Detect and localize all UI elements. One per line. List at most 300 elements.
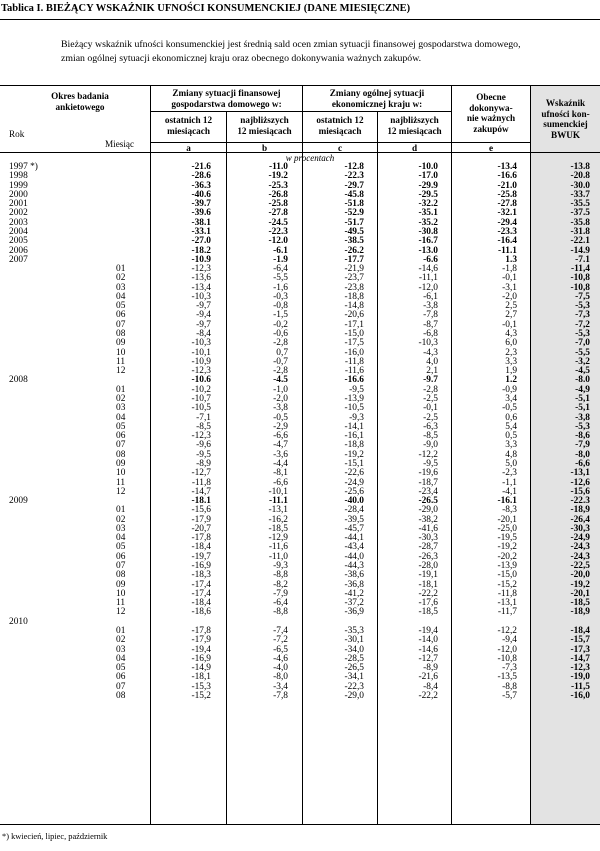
cell-d: -6,3 bbox=[423, 421, 438, 432]
row-month: 04 bbox=[116, 653, 126, 664]
cell-c: -15,0 bbox=[344, 329, 364, 340]
cell-e: 2,5 bbox=[505, 301, 517, 312]
cell-d: -21,6 bbox=[418, 672, 438, 683]
cell-e: -16.1 bbox=[497, 496, 517, 507]
row-month: 11 bbox=[116, 598, 126, 609]
cell-e: -2,3 bbox=[502, 468, 517, 479]
row-month: 04 bbox=[116, 533, 126, 544]
cell-a: -10,3 bbox=[191, 338, 211, 349]
cell-d: -29.5 bbox=[418, 189, 438, 200]
cell-b: -8,2 bbox=[273, 579, 288, 590]
row-month: 11 bbox=[116, 356, 126, 367]
cell-b: -11,0 bbox=[268, 551, 288, 562]
cell-w: -35.8 bbox=[570, 217, 590, 228]
cell-d: -12,2 bbox=[418, 449, 438, 460]
cell-w: -12,6 bbox=[570, 477, 590, 488]
cell-b: -4,0 bbox=[273, 663, 288, 674]
period-label-2: ankietowego bbox=[55, 101, 105, 112]
cell-c: -49.5 bbox=[344, 226, 364, 237]
cell-d: -26,3 bbox=[418, 551, 438, 562]
cell-a: -18.1 bbox=[191, 496, 211, 507]
cell-a: -18,4 bbox=[191, 598, 211, 609]
cell-b: -2,0 bbox=[273, 394, 288, 404]
cell-w: -19,0 bbox=[570, 672, 590, 683]
cell-c: -17.7 bbox=[344, 254, 364, 265]
cell-c: -11,8 bbox=[344, 356, 364, 367]
cell-d: -26.5 bbox=[418, 496, 438, 507]
cell-d: -18,7 bbox=[418, 477, 438, 488]
row-month: 03 bbox=[116, 403, 126, 414]
row-month: 07 bbox=[116, 561, 126, 572]
row-month: 12 bbox=[116, 366, 126, 377]
cell-e: -8,3 bbox=[502, 505, 517, 516]
cell-a: -18,3 bbox=[191, 570, 211, 581]
cell-w: -3,2 bbox=[575, 356, 590, 367]
cell-e: -0,1 bbox=[502, 319, 517, 330]
cell-c: -13,9 bbox=[344, 394, 364, 404]
row-month: 02 bbox=[116, 635, 126, 646]
cell-d: -41,6 bbox=[418, 523, 438, 534]
cell-e: -9,4 bbox=[502, 635, 517, 646]
cell-b: -12,9 bbox=[268, 533, 288, 544]
cell-e: -20,2 bbox=[497, 551, 517, 562]
cell-d: -19,4 bbox=[418, 626, 438, 636]
cell-d: -35.2 bbox=[418, 217, 438, 228]
cell-d: -9,5 bbox=[423, 458, 438, 469]
cell-c: -12.8 bbox=[344, 162, 364, 172]
row-year: 2003 bbox=[9, 217, 28, 228]
cell-a: -17,9 bbox=[191, 514, 211, 525]
cell-e: -5,7 bbox=[502, 690, 517, 701]
cell-c: -28,5 bbox=[344, 653, 364, 664]
cell-b: -8,1 bbox=[273, 468, 288, 479]
cell-e: -32.1 bbox=[497, 208, 517, 219]
cell-b: -9,3 bbox=[273, 561, 288, 572]
rok-label: Rok bbox=[9, 129, 25, 139]
row-year: 2001 bbox=[9, 199, 28, 210]
row-month: 08 bbox=[116, 449, 126, 460]
cell-c: -41,2 bbox=[344, 588, 364, 599]
cell-d: -22,2 bbox=[418, 690, 438, 701]
cell-d: -8,9 bbox=[423, 663, 438, 674]
cell-b: -13,1 bbox=[268, 505, 288, 516]
cell-a: -15,3 bbox=[191, 681, 211, 692]
cell-w: -18,4 bbox=[570, 626, 590, 636]
cell-a: -15,6 bbox=[191, 505, 211, 516]
cell-a: -14,9 bbox=[191, 663, 211, 674]
row-month: 01 bbox=[116, 264, 126, 275]
cell-b: -3,6 bbox=[273, 449, 288, 460]
cell-a: -15,2 bbox=[191, 690, 211, 701]
cell-c: -18,8 bbox=[344, 440, 364, 451]
cell-e: -11,7 bbox=[497, 607, 517, 618]
cell-e: -13.4 bbox=[497, 162, 517, 172]
cell-c: -26.2 bbox=[344, 245, 364, 256]
bwuk-line-1: Wskaźnik bbox=[545, 98, 586, 108]
col-e-line-3: nie ważnych bbox=[466, 113, 516, 123]
cell-e: 1.2 bbox=[505, 375, 517, 386]
group-c-line-2: ekonomicznej kraju w: bbox=[331, 98, 423, 109]
bwuk-line-2: ufności kon- bbox=[541, 108, 590, 119]
cell-w: -11,5 bbox=[570, 681, 590, 692]
cell-e: 6,0 bbox=[505, 338, 517, 349]
cell-c: -40.0 bbox=[344, 496, 364, 507]
cell-e: 5,4 bbox=[505, 421, 517, 432]
cell-a: -10,1 bbox=[191, 347, 211, 358]
cell-e: -0,9 bbox=[502, 384, 517, 395]
cell-w: -7,3 bbox=[575, 310, 590, 321]
cell-a: -18,1 bbox=[191, 672, 211, 683]
cell-b: -1,6 bbox=[273, 282, 288, 293]
cell-w: -24,3 bbox=[570, 542, 590, 553]
cell-a: -16,9 bbox=[191, 561, 211, 572]
cell-w: -8,6 bbox=[575, 431, 590, 442]
cell-a: -33.1 bbox=[191, 226, 211, 237]
row-year: 2008 bbox=[9, 375, 28, 386]
cell-c: -51.8 bbox=[344, 199, 364, 210]
cell-w: -19,2 bbox=[570, 579, 590, 590]
cell-b: -6,6 bbox=[273, 477, 288, 488]
cell-a: -38.1 bbox=[191, 217, 211, 228]
group-c-line-1: Zmiany ogólnej sytuacji bbox=[329, 88, 425, 98]
group-a-line-1: Zmiany sytuacji finansowej bbox=[172, 88, 281, 98]
cell-d: -22,2 bbox=[418, 588, 438, 599]
cell-e: 5,0 bbox=[505, 458, 517, 469]
row-month: 05 bbox=[116, 301, 126, 312]
cell-e: 1.3 bbox=[505, 254, 517, 265]
row-month: 09 bbox=[116, 338, 126, 349]
cell-c: -11,6 bbox=[344, 366, 364, 377]
cell-b: -4,7 bbox=[273, 440, 288, 451]
cell-a: -12,7 bbox=[191, 468, 211, 479]
cell-w: -26,4 bbox=[570, 514, 590, 525]
cell-d: -17,6 bbox=[418, 598, 438, 609]
col-a-line-1: ostatnich 12 bbox=[164, 115, 213, 125]
cell-c: -30,1 bbox=[344, 635, 364, 646]
cell-b: -0,2 bbox=[273, 319, 288, 330]
cell-c: -37,2 bbox=[344, 598, 364, 609]
cell-e: -3,1 bbox=[502, 282, 517, 293]
cell-b: -3,8 bbox=[273, 403, 288, 414]
cell-d: -12,0 bbox=[418, 282, 438, 293]
cell-d: -7,8 bbox=[423, 310, 438, 321]
cell-e: -16.6 bbox=[497, 171, 517, 182]
cell-c: -44,0 bbox=[344, 551, 364, 562]
cell-b: -1.9 bbox=[273, 254, 288, 265]
cell-a: -19,4 bbox=[191, 644, 211, 655]
row-month: 06 bbox=[116, 672, 126, 683]
cell-a: -10,5 bbox=[191, 403, 211, 414]
row-year: 2005 bbox=[9, 236, 28, 247]
cell-b: -16,2 bbox=[268, 514, 288, 525]
row-year: 2002 bbox=[9, 208, 28, 219]
cell-b: -6.1 bbox=[273, 245, 288, 256]
row-month: 09 bbox=[116, 458, 126, 469]
cell-d: 2,1 bbox=[426, 366, 438, 377]
cell-e: -25.8 bbox=[497, 189, 517, 200]
row-year: 2000 bbox=[9, 189, 28, 200]
cell-w: -5,3 bbox=[575, 421, 590, 432]
row-month: 12 bbox=[116, 607, 126, 618]
cell-w: -33.7 bbox=[570, 189, 590, 200]
footnote: *) kwiecień, lipiec, październik bbox=[2, 832, 108, 841]
row-month: 03 bbox=[116, 523, 126, 534]
cell-b: -2,8 bbox=[273, 366, 288, 377]
cell-e: -1,1 bbox=[502, 477, 517, 488]
cell-w: -24,3 bbox=[570, 551, 590, 562]
cell-e: -27.8 bbox=[497, 199, 517, 210]
row-month: 10 bbox=[116, 347, 126, 358]
cell-d: -2,5 bbox=[423, 412, 438, 423]
cell-b: 0,7 bbox=[276, 347, 288, 358]
cell-a: -11,8 bbox=[191, 477, 211, 488]
cell-e: -7,3 bbox=[502, 663, 517, 674]
row-month: 03 bbox=[116, 282, 126, 293]
cell-w: -16,0 bbox=[570, 690, 590, 701]
cell-e: -13,1 bbox=[497, 598, 517, 609]
cell-b: -8,8 bbox=[273, 570, 288, 581]
row-year: 2010 bbox=[9, 616, 28, 627]
cell-w: -7.1 bbox=[575, 254, 590, 265]
cell-c: -39,5 bbox=[344, 514, 364, 525]
row-month: 12 bbox=[116, 486, 126, 497]
cell-w: -13,1 bbox=[570, 468, 590, 479]
cell-c: -36,8 bbox=[344, 579, 364, 590]
cell-e: 2,3 bbox=[505, 347, 517, 358]
intro-line-1: Bieżący wskaźnik ufności konsumenckiej jest średnią sald ocen zmian sytuacji finansowej gospodarstwa domowego, bbox=[61, 39, 521, 50]
cell-b: -25.3 bbox=[268, 180, 288, 191]
cell-w: -5,1 bbox=[575, 403, 590, 414]
bwuk-line-4: BWUK bbox=[550, 129, 581, 140]
cell-c: -21,9 bbox=[344, 264, 364, 275]
row-month: 07 bbox=[116, 440, 126, 451]
cell-e: -4,1 bbox=[502, 486, 517, 497]
cell-w: -8,0 bbox=[575, 449, 590, 460]
cell-c: -22,6 bbox=[344, 468, 364, 479]
cell-w: -7,9 bbox=[575, 440, 590, 451]
cell-c: -45.8 bbox=[344, 189, 364, 200]
row-month: 05 bbox=[116, 542, 126, 553]
cell-d: -28,7 bbox=[418, 542, 438, 553]
cell-d: -14,6 bbox=[418, 264, 438, 275]
cell-e: -15,2 bbox=[497, 579, 517, 590]
cell-a: -10,7 bbox=[191, 394, 211, 404]
row-year: 1999 bbox=[9, 180, 28, 191]
cell-w: -7,5 bbox=[575, 291, 590, 302]
unit-label: w procentach bbox=[285, 153, 335, 163]
row-month: 11 bbox=[116, 477, 126, 488]
cell-b: -8,8 bbox=[273, 607, 288, 618]
cell-e: -11,8 bbox=[497, 588, 517, 599]
cell-b: -11.0 bbox=[268, 162, 288, 172]
row-month: 06 bbox=[116, 310, 126, 321]
cell-e: -20,1 bbox=[497, 514, 517, 525]
cell-b: -1,5 bbox=[273, 310, 288, 321]
cell-a: -28.6 bbox=[191, 171, 211, 182]
cell-a: -7,1 bbox=[196, 412, 211, 423]
cell-d: -18,1 bbox=[418, 579, 438, 590]
cell-w: -15,7 bbox=[570, 635, 590, 646]
cell-e: 2,7 bbox=[505, 310, 517, 321]
cell-b: -12.0 bbox=[268, 236, 288, 247]
cell-d: -6,8 bbox=[423, 329, 438, 340]
cell-b: -27.8 bbox=[268, 208, 288, 219]
cell-w: -14.9 bbox=[570, 245, 590, 256]
letter-e: e bbox=[488, 143, 494, 153]
table-row bbox=[0, 608, 600, 617]
row-month: 08 bbox=[116, 570, 126, 581]
cell-d: -38,2 bbox=[418, 514, 438, 525]
cell-e: -8,8 bbox=[502, 681, 517, 692]
cell-d: -28,0 bbox=[418, 561, 438, 572]
cell-a: -10.6 bbox=[191, 375, 211, 386]
cell-d: -10,3 bbox=[418, 338, 438, 349]
cell-c: -43,4 bbox=[344, 542, 364, 553]
row-month: 01 bbox=[116, 626, 126, 636]
cell-b: -26.8 bbox=[268, 189, 288, 200]
cell-d: -23,4 bbox=[418, 486, 438, 497]
cell-c: -18,8 bbox=[344, 291, 364, 302]
cell-w: -18,5 bbox=[570, 598, 590, 609]
cell-w: -13.8 bbox=[570, 162, 590, 172]
col-e-line-4: zakupów bbox=[473, 123, 509, 134]
cell-d: -2,8 bbox=[423, 384, 438, 395]
cell-b: -25.8 bbox=[268, 199, 288, 210]
cell-a: -27.0 bbox=[191, 236, 211, 247]
cell-w: -8.0 bbox=[575, 375, 590, 386]
cell-e: 0,5 bbox=[505, 431, 517, 442]
table-title-text: Tablica I. BIEŻĄCY WSKAŹNIK UFNOŚCI KONSUMENCKIEJ (DANE MIESIĘCZNE) bbox=[1, 3, 411, 14]
cell-a: -17,8 bbox=[191, 533, 211, 544]
row-year: 1997 *) bbox=[9, 162, 38, 172]
row-month: 01 bbox=[116, 505, 126, 516]
cell-e: 0,6 bbox=[505, 412, 517, 423]
cell-e: 3,4 bbox=[505, 394, 517, 404]
cell-d: 4,0 bbox=[426, 356, 438, 367]
cell-b: -7,8 bbox=[273, 690, 288, 701]
cell-a: -9,5 bbox=[196, 449, 211, 460]
col-d-line-1: najbliższych bbox=[390, 115, 439, 125]
cell-e: -13,9 bbox=[497, 561, 517, 572]
cell-e: -16.4 bbox=[497, 236, 517, 247]
cell-d: -32.2 bbox=[418, 199, 438, 210]
cell-a: -18,6 bbox=[191, 607, 211, 618]
cell-c: -45,7 bbox=[344, 523, 364, 534]
cell-e: -12,0 bbox=[497, 644, 517, 655]
cell-e: 3,3 bbox=[505, 440, 517, 451]
cell-a: -17,4 bbox=[191, 588, 211, 599]
col-b-line-2: 12 miesiącach bbox=[237, 125, 292, 136]
letter-d: d bbox=[411, 143, 418, 153]
cell-b: -0,3 bbox=[273, 291, 288, 302]
cell-a: -18,4 bbox=[191, 542, 211, 553]
cell-w: -4,9 bbox=[575, 384, 590, 395]
col-c-line-1: ostatnich 12 bbox=[316, 115, 364, 125]
cell-w: -22,5 bbox=[570, 561, 590, 572]
cell-b: -2,8 bbox=[273, 338, 288, 349]
cell-w: -24,9 bbox=[570, 533, 590, 544]
cell-d: -8,4 bbox=[423, 681, 438, 692]
cell-c: -9,5 bbox=[349, 384, 364, 395]
cell-a: -9,4 bbox=[196, 310, 211, 321]
cell-d: -30,3 bbox=[418, 533, 438, 544]
row-month: 10 bbox=[116, 468, 126, 479]
cell-d: -8,5 bbox=[423, 431, 438, 442]
cell-a: -39.6 bbox=[191, 208, 211, 219]
group-a-line-2: gospodarstwa domowego w: bbox=[171, 98, 282, 109]
cell-a: -20,7 bbox=[191, 523, 211, 534]
cell-d: -35.1 bbox=[418, 208, 438, 219]
cell-c: -23,8 bbox=[344, 282, 364, 293]
row-month: 02 bbox=[116, 514, 126, 525]
cell-c: -15,1 bbox=[344, 458, 364, 469]
cell-c: -24,9 bbox=[344, 477, 364, 488]
cell-d: -9,0 bbox=[423, 440, 438, 451]
cell-c: -38.5 bbox=[344, 236, 364, 247]
cell-c: -35,3 bbox=[344, 626, 364, 636]
cell-c: -44,1 bbox=[344, 533, 364, 544]
cell-d: -29.9 bbox=[418, 180, 438, 191]
row-month: 05 bbox=[116, 421, 126, 432]
row-year: 2007 bbox=[9, 254, 28, 265]
cell-c: -52.9 bbox=[344, 208, 364, 219]
cell-w: -31.8 bbox=[570, 226, 590, 237]
cell-c: -16,0 bbox=[344, 347, 364, 358]
cell-c: -23,7 bbox=[344, 273, 364, 284]
cell-c: -38,6 bbox=[344, 570, 364, 581]
cell-c: -9,3 bbox=[349, 412, 364, 423]
cell-a: -14,7 bbox=[191, 486, 211, 497]
col-b-line-1: najbliższych bbox=[240, 115, 289, 125]
cell-d: -13.0 bbox=[418, 245, 438, 256]
row-month: 08 bbox=[116, 690, 126, 701]
row-month: 06 bbox=[116, 551, 126, 562]
cell-e: -23.3 bbox=[497, 226, 517, 237]
cell-w: -12,3 bbox=[570, 663, 590, 674]
cell-e: -0,1 bbox=[502, 273, 517, 284]
cell-d: -12,7 bbox=[418, 653, 438, 664]
cell-c: -34,0 bbox=[344, 644, 364, 655]
cell-d: -2,5 bbox=[423, 394, 438, 404]
cell-a: -13,6 bbox=[191, 273, 211, 284]
cell-c: -29.7 bbox=[344, 180, 364, 191]
cell-b: -11.1 bbox=[268, 496, 288, 507]
cell-e: -1,8 bbox=[502, 264, 517, 275]
cell-d: -11,1 bbox=[418, 273, 438, 284]
cell-a: -12,3 bbox=[191, 366, 211, 377]
intro-line-2: zmian ogólnej sytuacji ekonomicznej kraju oraz obecnego dokonywania ważnych zakupów. bbox=[61, 53, 422, 64]
cell-d: -6,1 bbox=[423, 291, 438, 302]
cell-c: -16.6 bbox=[344, 375, 364, 386]
cell-e: -25,0 bbox=[497, 523, 517, 534]
cell-b: -10,1 bbox=[268, 486, 288, 497]
row-month: 05 bbox=[116, 663, 126, 674]
cell-e: -0,5 bbox=[502, 403, 517, 414]
col-a-line-2: miesiącach bbox=[167, 125, 210, 136]
cell-c: -19,2 bbox=[344, 449, 364, 460]
row-year: 1998 bbox=[9, 171, 28, 182]
row-month: 10 bbox=[116, 588, 126, 599]
cell-b: -0,7 bbox=[273, 356, 288, 367]
cell-d: -29,0 bbox=[418, 505, 438, 516]
letter-a: a bbox=[186, 143, 191, 153]
cell-b: -6,6 bbox=[273, 431, 288, 442]
row-month: 02 bbox=[116, 273, 126, 284]
cell-e: -13,5 bbox=[497, 672, 517, 683]
cell-w: -5,5 bbox=[575, 347, 590, 358]
cell-a: -39.7 bbox=[191, 199, 211, 210]
cell-c: -10,5 bbox=[344, 403, 364, 414]
